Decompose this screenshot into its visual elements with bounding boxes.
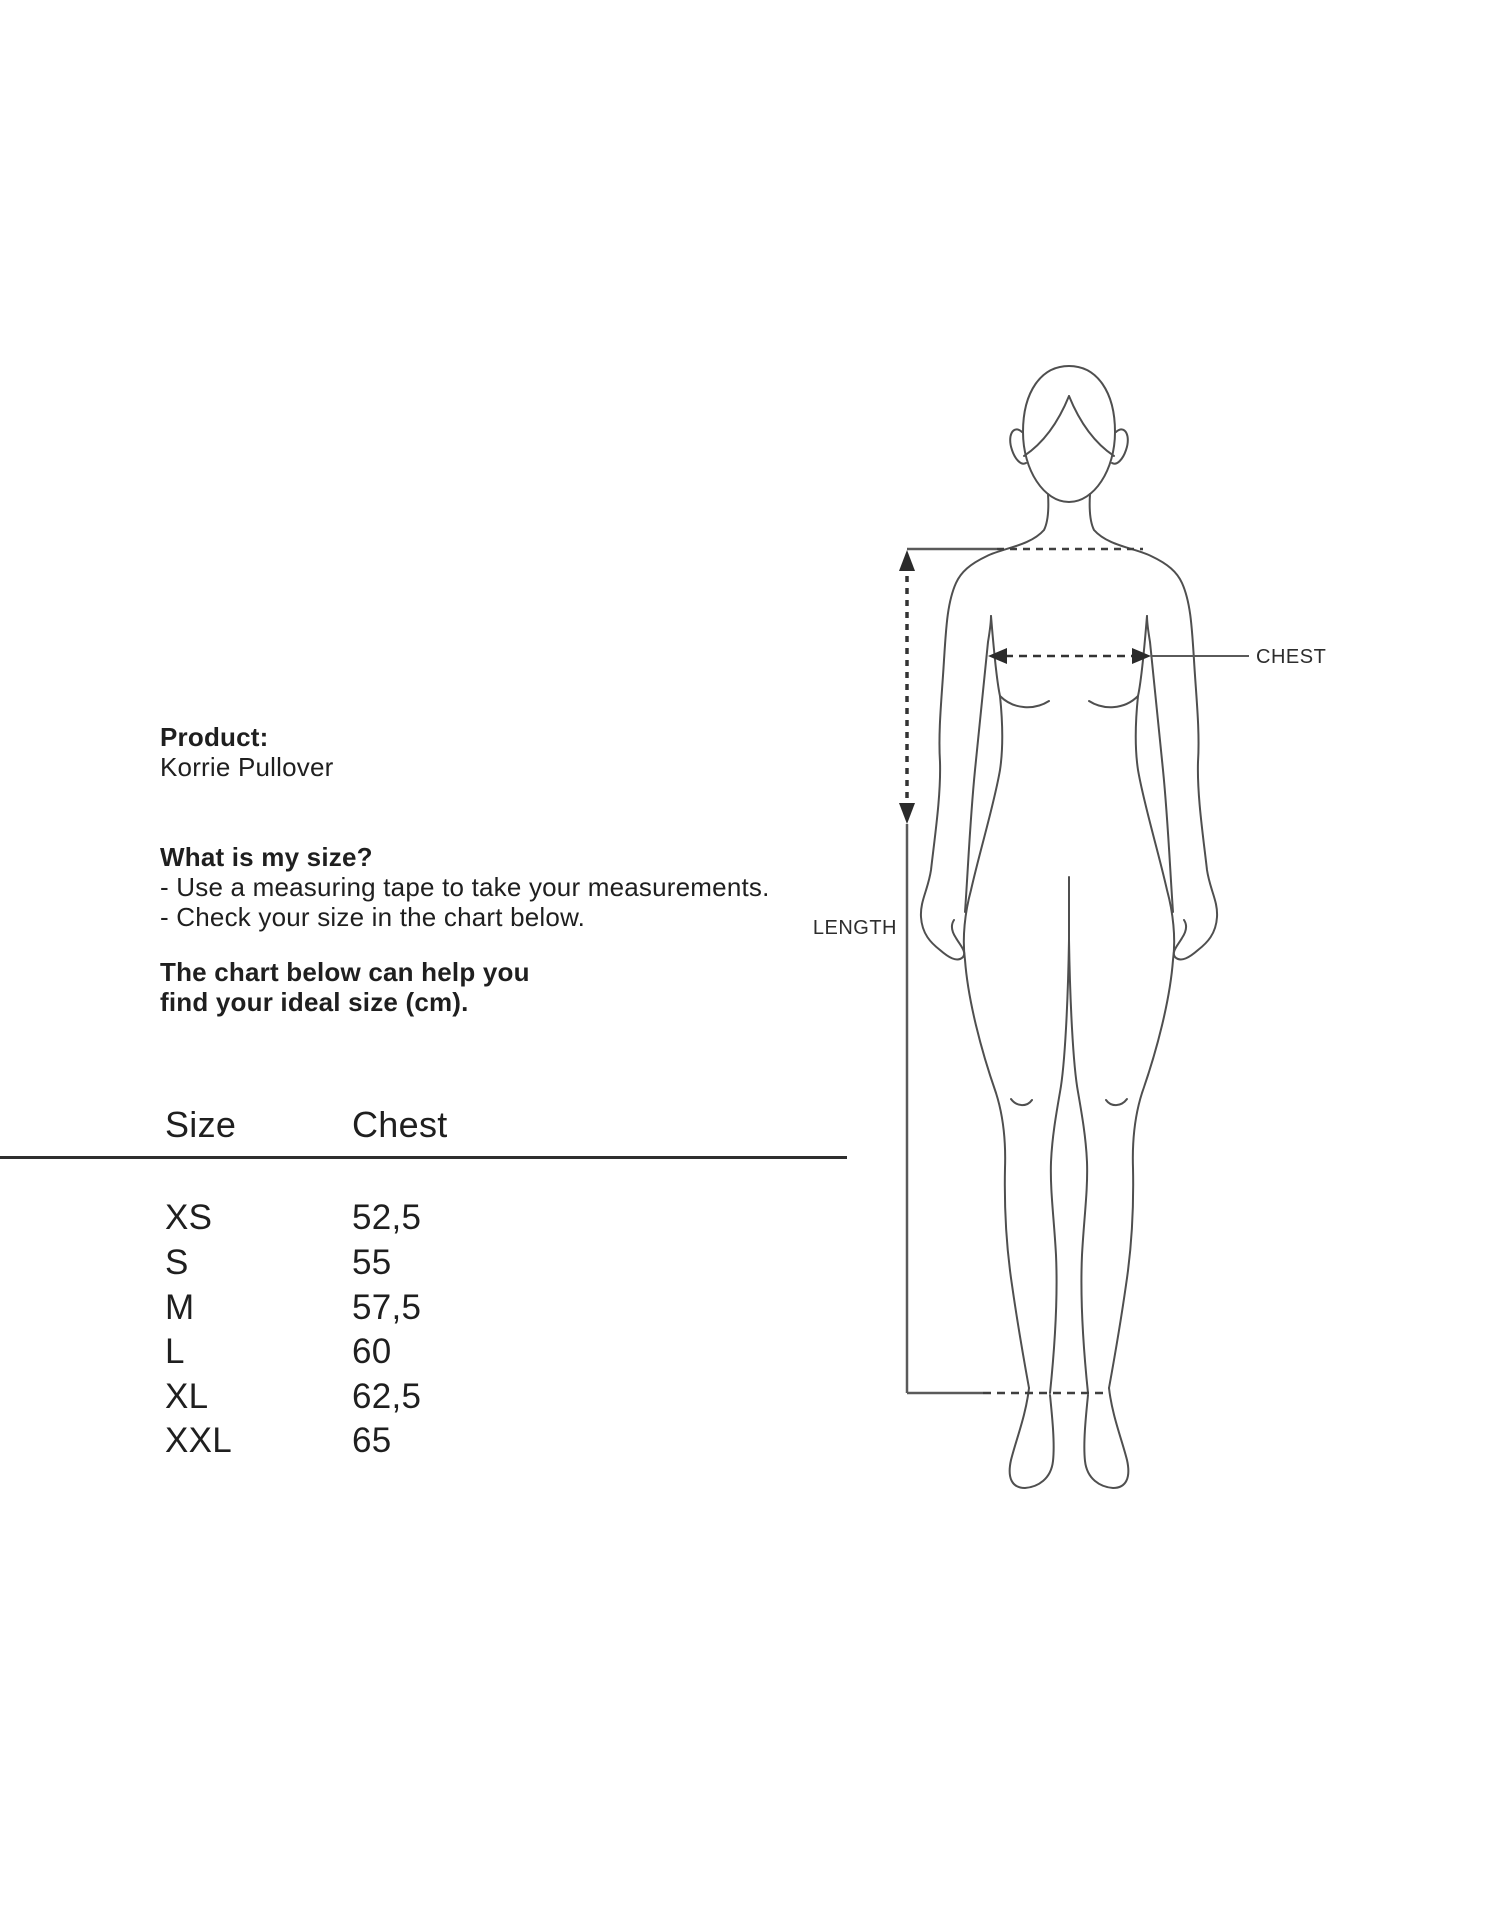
length-measurement — [813, 549, 1143, 1393]
size-question-heading: What is my size? — [160, 842, 373, 872]
chest-cell: 52,5 — [352, 1198, 422, 1237]
column-header-size: Size — [165, 1104, 237, 1145]
chart-help-line-2: find your ideal size (cm). — [160, 987, 469, 1017]
table-divider — [0, 1156, 847, 1159]
table-row — [0, 1243, 847, 1283]
hair-left — [1024, 396, 1069, 456]
head-outline — [1023, 366, 1115, 502]
right-knee-mark — [1106, 1099, 1127, 1105]
arrowhead-up — [899, 550, 915, 571]
size-cell: XL — [165, 1377, 209, 1416]
table-row — [0, 1377, 847, 1417]
left-breast-curve — [1000, 696, 1049, 707]
left-foot — [1010, 1388, 1054, 1488]
chest-cell: 65 — [352, 1421, 392, 1460]
product-name: Korrie Pullover — [160, 752, 334, 782]
instruction-measuring-tape: - Use a measuring tape to take your measurements. — [160, 872, 770, 902]
size-cell: XS — [165, 1198, 213, 1237]
size-cell: S — [165, 1243, 189, 1282]
table-row — [0, 1288, 847, 1328]
table-row — [0, 1198, 847, 1238]
left-arm-outline — [921, 494, 1048, 959]
table-row — [0, 1332, 847, 1372]
column-header-chest: Chest — [352, 1104, 448, 1145]
chest-cell: 60 — [352, 1332, 392, 1371]
chest-label: CHEST — [1256, 646, 1327, 668]
chest-cell: 55 — [352, 1243, 392, 1282]
product-label: Product: — [160, 722, 269, 752]
right-arm-outline — [1090, 494, 1217, 959]
right-arm-inner — [1147, 616, 1173, 912]
left-arm-inner — [965, 616, 991, 912]
hair-right — [1069, 396, 1114, 456]
size-cell: L — [165, 1332, 185, 1371]
arrowhead-right — [1132, 648, 1151, 664]
arrowhead-down — [899, 803, 915, 824]
right-leg-inner — [1069, 940, 1088, 1393]
length-label: LENGTH — [812, 917, 897, 939]
body-figure-svg — [760, 300, 1400, 1560]
arrowhead-left — [988, 648, 1007, 664]
left-knee-mark — [1011, 1099, 1032, 1105]
instruction-check-chart: - Check your size in the chart below. — [160, 902, 586, 932]
left-leg-inner — [1050, 877, 1069, 1393]
chest-measurement — [988, 646, 1326, 668]
right-foot — [1084, 1388, 1128, 1488]
measurement-diagram — [760, 300, 1400, 1560]
size-cell: XXL — [165, 1421, 233, 1460]
torso-right — [1109, 616, 1174, 1388]
chart-help-line-1: The chart below can help you — [160, 957, 530, 987]
table-row — [0, 1421, 847, 1461]
size-cell: M — [165, 1288, 195, 1327]
chest-cell: 57,5 — [352, 1288, 422, 1327]
torso-left — [964, 616, 1029, 1388]
chest-cell: 62,5 — [352, 1377, 422, 1416]
right-breast-curve — [1089, 696, 1138, 707]
body-figure — [921, 366, 1217, 1488]
